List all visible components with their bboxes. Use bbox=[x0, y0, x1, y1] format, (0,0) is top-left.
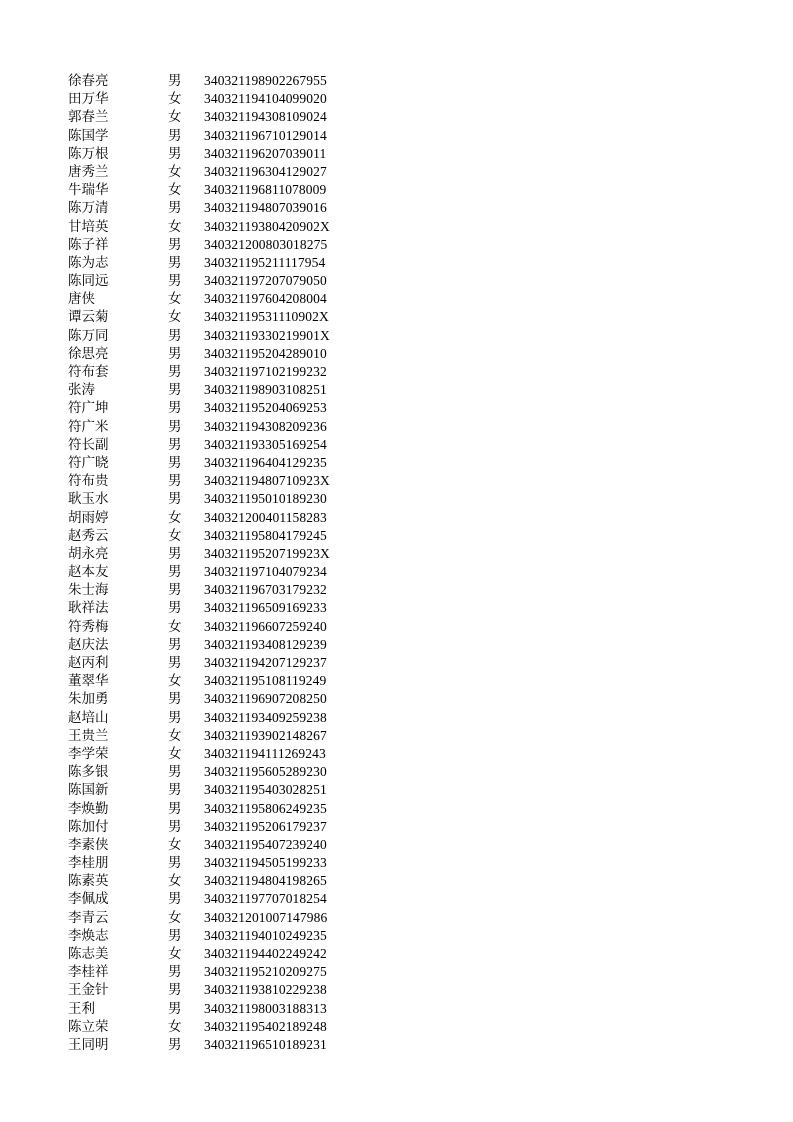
table-row bbox=[68, 472, 388, 490]
gender-cell: 男 bbox=[168, 327, 182, 344]
gender-cell: 男 bbox=[168, 1000, 182, 1017]
gender-cell: 女 bbox=[168, 745, 182, 762]
name-cell: 符长副 bbox=[68, 436, 109, 453]
gender-cell: 男 bbox=[168, 982, 182, 999]
table-row bbox=[68, 927, 388, 945]
name-cell: 张涛 bbox=[68, 382, 95, 399]
name-cell: 唐侠 bbox=[68, 291, 95, 308]
table-row bbox=[68, 108, 388, 126]
name-cell: 甘培英 bbox=[68, 218, 109, 235]
gender-cell: 男 bbox=[168, 382, 182, 399]
id-number-cell: 340321200401158283 bbox=[204, 509, 327, 525]
table-row bbox=[68, 745, 388, 763]
id-number-cell: 340321194308209236 bbox=[204, 418, 327, 434]
table-row bbox=[68, 1018, 388, 1036]
name-cell: 李学荣 bbox=[68, 745, 109, 762]
gender-cell: 男 bbox=[168, 454, 182, 471]
table-row bbox=[68, 181, 388, 199]
name-cell: 陈同远 bbox=[68, 273, 109, 290]
gender-cell: 女 bbox=[168, 218, 182, 235]
gender-cell: 女 bbox=[168, 727, 182, 744]
id-number-cell: 340321197102199232 bbox=[204, 364, 327, 379]
name-cell: 朱加勇 bbox=[68, 691, 109, 708]
id-number-cell: 34032119380420902X bbox=[204, 218, 330, 234]
id-number-cell: 340321194804198265 bbox=[204, 873, 327, 889]
gender-cell: 女 bbox=[168, 946, 182, 962]
table-row bbox=[68, 945, 388, 963]
id-number-cell: 340321194104099020 bbox=[204, 91, 327, 107]
id-number-cell: 340321196907208250 bbox=[204, 691, 327, 707]
id-number-cell: 34032119520719923X bbox=[204, 545, 330, 561]
id-number-cell: 340321195407239240 bbox=[204, 836, 327, 852]
id-number-cell: 340321198003188313 bbox=[204, 1000, 327, 1016]
gender-cell: 女 bbox=[168, 673, 182, 690]
table-row bbox=[68, 127, 388, 145]
name-cell: 赵秀云 bbox=[68, 527, 109, 544]
gender-cell: 女 bbox=[168, 163, 182, 180]
id-number-cell: 340321195108119249 bbox=[204, 673, 327, 689]
id-number-cell: 340321197604208004 bbox=[204, 291, 327, 307]
id-number-cell: 340321197207079050 bbox=[204, 273, 327, 289]
table-row bbox=[68, 963, 388, 981]
id-number-cell: 340321194807039016 bbox=[204, 200, 327, 216]
gender-cell: 男 bbox=[168, 764, 182, 781]
name-cell: 赵培山 bbox=[68, 709, 109, 726]
id-number-cell: 340321194111269243 bbox=[204, 745, 326, 761]
gender-cell: 女 bbox=[168, 91, 182, 108]
name-cell: 徐春亮 bbox=[68, 73, 109, 89]
table-row bbox=[68, 872, 388, 890]
gender-cell: 女 bbox=[168, 1018, 182, 1035]
id-number-cell: 34032119531110902X bbox=[204, 309, 329, 325]
table-row bbox=[68, 327, 388, 345]
table-row bbox=[68, 981, 388, 999]
id-number-cell: 340321194207129237 bbox=[204, 655, 327, 670]
name-cell: 董翠华 bbox=[68, 673, 109, 690]
table-row bbox=[68, 399, 388, 417]
table-row bbox=[68, 436, 388, 454]
id-number-cell: 34032119330219901X bbox=[204, 327, 330, 343]
gender-cell: 女 bbox=[168, 309, 182, 326]
gender-cell: 男 bbox=[168, 491, 182, 508]
name-cell: 王同明 bbox=[68, 1036, 109, 1053]
id-number-cell: 340321196710129014 bbox=[204, 127, 327, 143]
name-cell: 符广坤 bbox=[68, 400, 109, 417]
gender-cell: 男 bbox=[168, 564, 182, 581]
table-row bbox=[68, 709, 388, 727]
gender-cell: 男 bbox=[168, 964, 182, 981]
gender-cell: 男 bbox=[168, 927, 182, 944]
table-row bbox=[68, 145, 388, 163]
id-number-cell: 340321195806249235 bbox=[204, 800, 327, 816]
id-number-cell: 340321201007147986 bbox=[204, 909, 328, 925]
name-cell: 耿祥法 bbox=[68, 600, 109, 617]
table-row bbox=[68, 763, 388, 781]
id-number-cell: 340321200803018275 bbox=[204, 236, 328, 252]
gender-cell: 男 bbox=[168, 364, 182, 380]
id-number-cell: 340321196404129235 bbox=[204, 454, 327, 470]
table-row bbox=[68, 454, 388, 472]
id-number-cell: 340321193409259238 bbox=[204, 709, 327, 725]
id-number-cell: 340321198903108251 bbox=[204, 382, 327, 398]
name-cell: 王利 bbox=[68, 1000, 95, 1017]
table-row bbox=[68, 72, 388, 90]
name-cell: 徐思亮 bbox=[68, 345, 109, 362]
id-number-cell: 340321195010189230 bbox=[204, 491, 327, 507]
table-row bbox=[68, 636, 388, 654]
gender-cell: 男 bbox=[168, 1036, 182, 1053]
gender-cell: 女 bbox=[168, 909, 182, 926]
id-number-cell: 340321196811078009 bbox=[204, 182, 327, 198]
gender-cell: 男 bbox=[168, 600, 182, 617]
table-row bbox=[68, 890, 388, 908]
gender-cell: 男 bbox=[168, 818, 182, 835]
name-cell: 唐秀兰 bbox=[68, 163, 109, 180]
name-cell: 谭云菊 bbox=[68, 309, 109, 326]
gender-cell: 女 bbox=[168, 182, 182, 199]
gender-cell: 男 bbox=[168, 400, 182, 417]
gender-cell: 女 bbox=[168, 509, 182, 526]
name-cell: 陈万同 bbox=[68, 327, 109, 344]
id-number-cell: 340321196703179232 bbox=[204, 582, 327, 598]
gender-cell: 男 bbox=[168, 636, 182, 653]
id-number-cell: 340321195804179245 bbox=[204, 527, 327, 543]
name-cell: 符广晓 bbox=[68, 454, 109, 471]
id-number-cell: 340321195210209275 bbox=[204, 964, 327, 980]
table-row bbox=[68, 563, 388, 581]
table-row bbox=[68, 236, 388, 254]
name-cell: 李焕勤 bbox=[68, 800, 109, 817]
table-row bbox=[68, 527, 388, 545]
name-cell: 王金针 bbox=[68, 982, 109, 999]
gender-cell: 男 bbox=[168, 73, 182, 89]
id-number-cell: 340321196509169233 bbox=[204, 600, 327, 616]
name-cell: 陈为志 bbox=[68, 254, 109, 271]
name-cell: 李焕志 bbox=[68, 927, 109, 944]
table-row bbox=[68, 836, 388, 854]
name-cell: 赵庆法 bbox=[68, 636, 109, 653]
gender-cell: 男 bbox=[168, 782, 182, 799]
table-row bbox=[68, 418, 388, 436]
gender-cell: 男 bbox=[168, 545, 182, 562]
id-number-cell: 340321195204069253 bbox=[204, 400, 327, 416]
name-cell: 陈万根 bbox=[68, 145, 109, 162]
id-number-cell: 340321195403028251 bbox=[204, 782, 327, 798]
table-row bbox=[68, 781, 388, 799]
table-row bbox=[68, 490, 388, 508]
name-cell: 胡永亮 bbox=[68, 545, 109, 562]
table-row bbox=[68, 90, 388, 108]
id-number-cell: 340321196304129027 bbox=[204, 163, 327, 179]
id-number-cell: 340321194010249235 bbox=[204, 927, 327, 943]
gender-cell: 男 bbox=[168, 800, 182, 817]
gender-cell: 男 bbox=[168, 418, 182, 435]
gender-cell: 女 bbox=[168, 109, 182, 126]
gender-cell: 女 bbox=[168, 873, 182, 890]
name-cell: 陈立荣 bbox=[68, 1018, 109, 1035]
name-cell: 赵丙利 bbox=[68, 655, 109, 671]
id-number-cell: 340321196510189231 bbox=[204, 1036, 327, 1052]
name-cell: 朱士海 bbox=[68, 582, 109, 599]
name-cell: 陈国新 bbox=[68, 782, 109, 799]
gender-cell: 男 bbox=[168, 691, 182, 708]
gender-cell: 男 bbox=[168, 200, 182, 217]
gender-cell: 女 bbox=[168, 291, 182, 308]
name-cell: 田万华 bbox=[68, 91, 109, 108]
name-cell: 王贵兰 bbox=[68, 727, 109, 744]
id-number-cell: 340321197707018254 bbox=[204, 891, 327, 907]
table-row bbox=[68, 727, 388, 745]
name-cell: 胡雨婷 bbox=[68, 509, 109, 526]
gender-cell: 男 bbox=[168, 655, 182, 671]
gender-cell: 男 bbox=[168, 273, 182, 290]
name-cell: 陈加付 bbox=[68, 818, 109, 835]
name-cell: 符秀梅 bbox=[68, 618, 109, 635]
table-row bbox=[68, 199, 388, 217]
name-cell: 李青云 bbox=[68, 909, 109, 926]
table-row bbox=[68, 218, 388, 236]
gender-cell: 女 bbox=[168, 836, 182, 853]
name-cell: 牛瑞华 bbox=[68, 182, 109, 199]
id-number-cell: 340321194505199233 bbox=[204, 855, 327, 871]
name-cell: 李素侠 bbox=[68, 836, 109, 853]
table-row bbox=[68, 254, 388, 272]
name-cell: 李桂朋 bbox=[68, 855, 109, 872]
gender-cell: 男 bbox=[168, 891, 182, 908]
name-cell: 符布贵 bbox=[68, 473, 109, 490]
gender-cell: 女 bbox=[168, 527, 182, 544]
id-number-cell: 340321197104079234 bbox=[204, 564, 327, 580]
table-row bbox=[68, 672, 388, 690]
gender-cell: 女 bbox=[168, 618, 182, 635]
name-cell: 陈国学 bbox=[68, 127, 109, 144]
id-number-cell: 340321195211117954 bbox=[204, 254, 326, 270]
name-cell: 陈多银 bbox=[68, 764, 109, 781]
id-number-cell: 340321198902267955 bbox=[204, 73, 327, 88]
id-number-cell: 340321195204289010 bbox=[204, 345, 327, 361]
table-row bbox=[68, 909, 388, 927]
name-cell: 陈志美 bbox=[68, 946, 109, 962]
name-cell: 李佩成 bbox=[68, 891, 109, 908]
table-row bbox=[68, 345, 388, 363]
records-table bbox=[68, 72, 388, 1054]
name-cell: 符布套 bbox=[68, 364, 109, 380]
table-row bbox=[68, 163, 388, 181]
table-row bbox=[68, 545, 388, 563]
name-cell: 李桂祥 bbox=[68, 964, 109, 981]
name-cell: 陈子祥 bbox=[68, 236, 109, 253]
table-row bbox=[68, 290, 388, 308]
table-row bbox=[68, 654, 388, 672]
id-number-cell: 340321193902148267 bbox=[204, 727, 327, 743]
id-number-cell: 340321196607259240 bbox=[204, 618, 327, 634]
table-row bbox=[68, 272, 388, 290]
gender-cell: 男 bbox=[168, 855, 182, 872]
name-cell: 陈素英 bbox=[68, 873, 109, 890]
table-row bbox=[68, 509, 388, 527]
id-number-cell: 340321196207039011 bbox=[204, 145, 327, 161]
gender-cell: 男 bbox=[168, 473, 182, 490]
table-row bbox=[68, 854, 388, 872]
gender-cell: 男 bbox=[168, 709, 182, 726]
table-row bbox=[68, 1000, 388, 1018]
id-number-cell: 340321193810229238 bbox=[204, 982, 327, 998]
table-row bbox=[68, 818, 388, 836]
id-number-cell: 340321195206179237 bbox=[204, 818, 327, 834]
table-row bbox=[68, 618, 388, 636]
table-row bbox=[68, 800, 388, 818]
gender-cell: 男 bbox=[168, 236, 182, 253]
table-row bbox=[68, 363, 388, 381]
table-row bbox=[68, 581, 388, 599]
gender-cell: 男 bbox=[168, 436, 182, 453]
gender-cell: 男 bbox=[168, 254, 182, 271]
name-cell: 陈万清 bbox=[68, 200, 109, 217]
table-row bbox=[68, 690, 388, 708]
id-number-cell: 340321194402249242 bbox=[204, 946, 327, 961]
gender-cell: 男 bbox=[168, 582, 182, 599]
gender-cell: 男 bbox=[168, 127, 182, 144]
name-cell: 符广米 bbox=[68, 418, 109, 435]
id-number-cell: 340321195402189248 bbox=[204, 1018, 327, 1034]
id-number-cell: 340321194308109024 bbox=[204, 109, 327, 125]
id-number-cell: 340321193408129239 bbox=[204, 636, 327, 652]
table-row bbox=[68, 599, 388, 617]
name-cell: 郭春兰 bbox=[68, 109, 109, 126]
id-number-cell: 340321193305169254 bbox=[204, 436, 327, 452]
gender-cell: 男 bbox=[168, 345, 182, 362]
table-row bbox=[68, 381, 388, 399]
name-cell: 耿玉水 bbox=[68, 491, 109, 508]
id-number-cell: 34032119480710923X bbox=[204, 473, 330, 489]
table-row bbox=[68, 308, 388, 326]
name-cell: 赵本友 bbox=[68, 564, 109, 581]
gender-cell: 男 bbox=[168, 145, 182, 162]
id-number-cell: 340321195605289230 bbox=[204, 764, 327, 780]
table-row bbox=[68, 1036, 388, 1054]
